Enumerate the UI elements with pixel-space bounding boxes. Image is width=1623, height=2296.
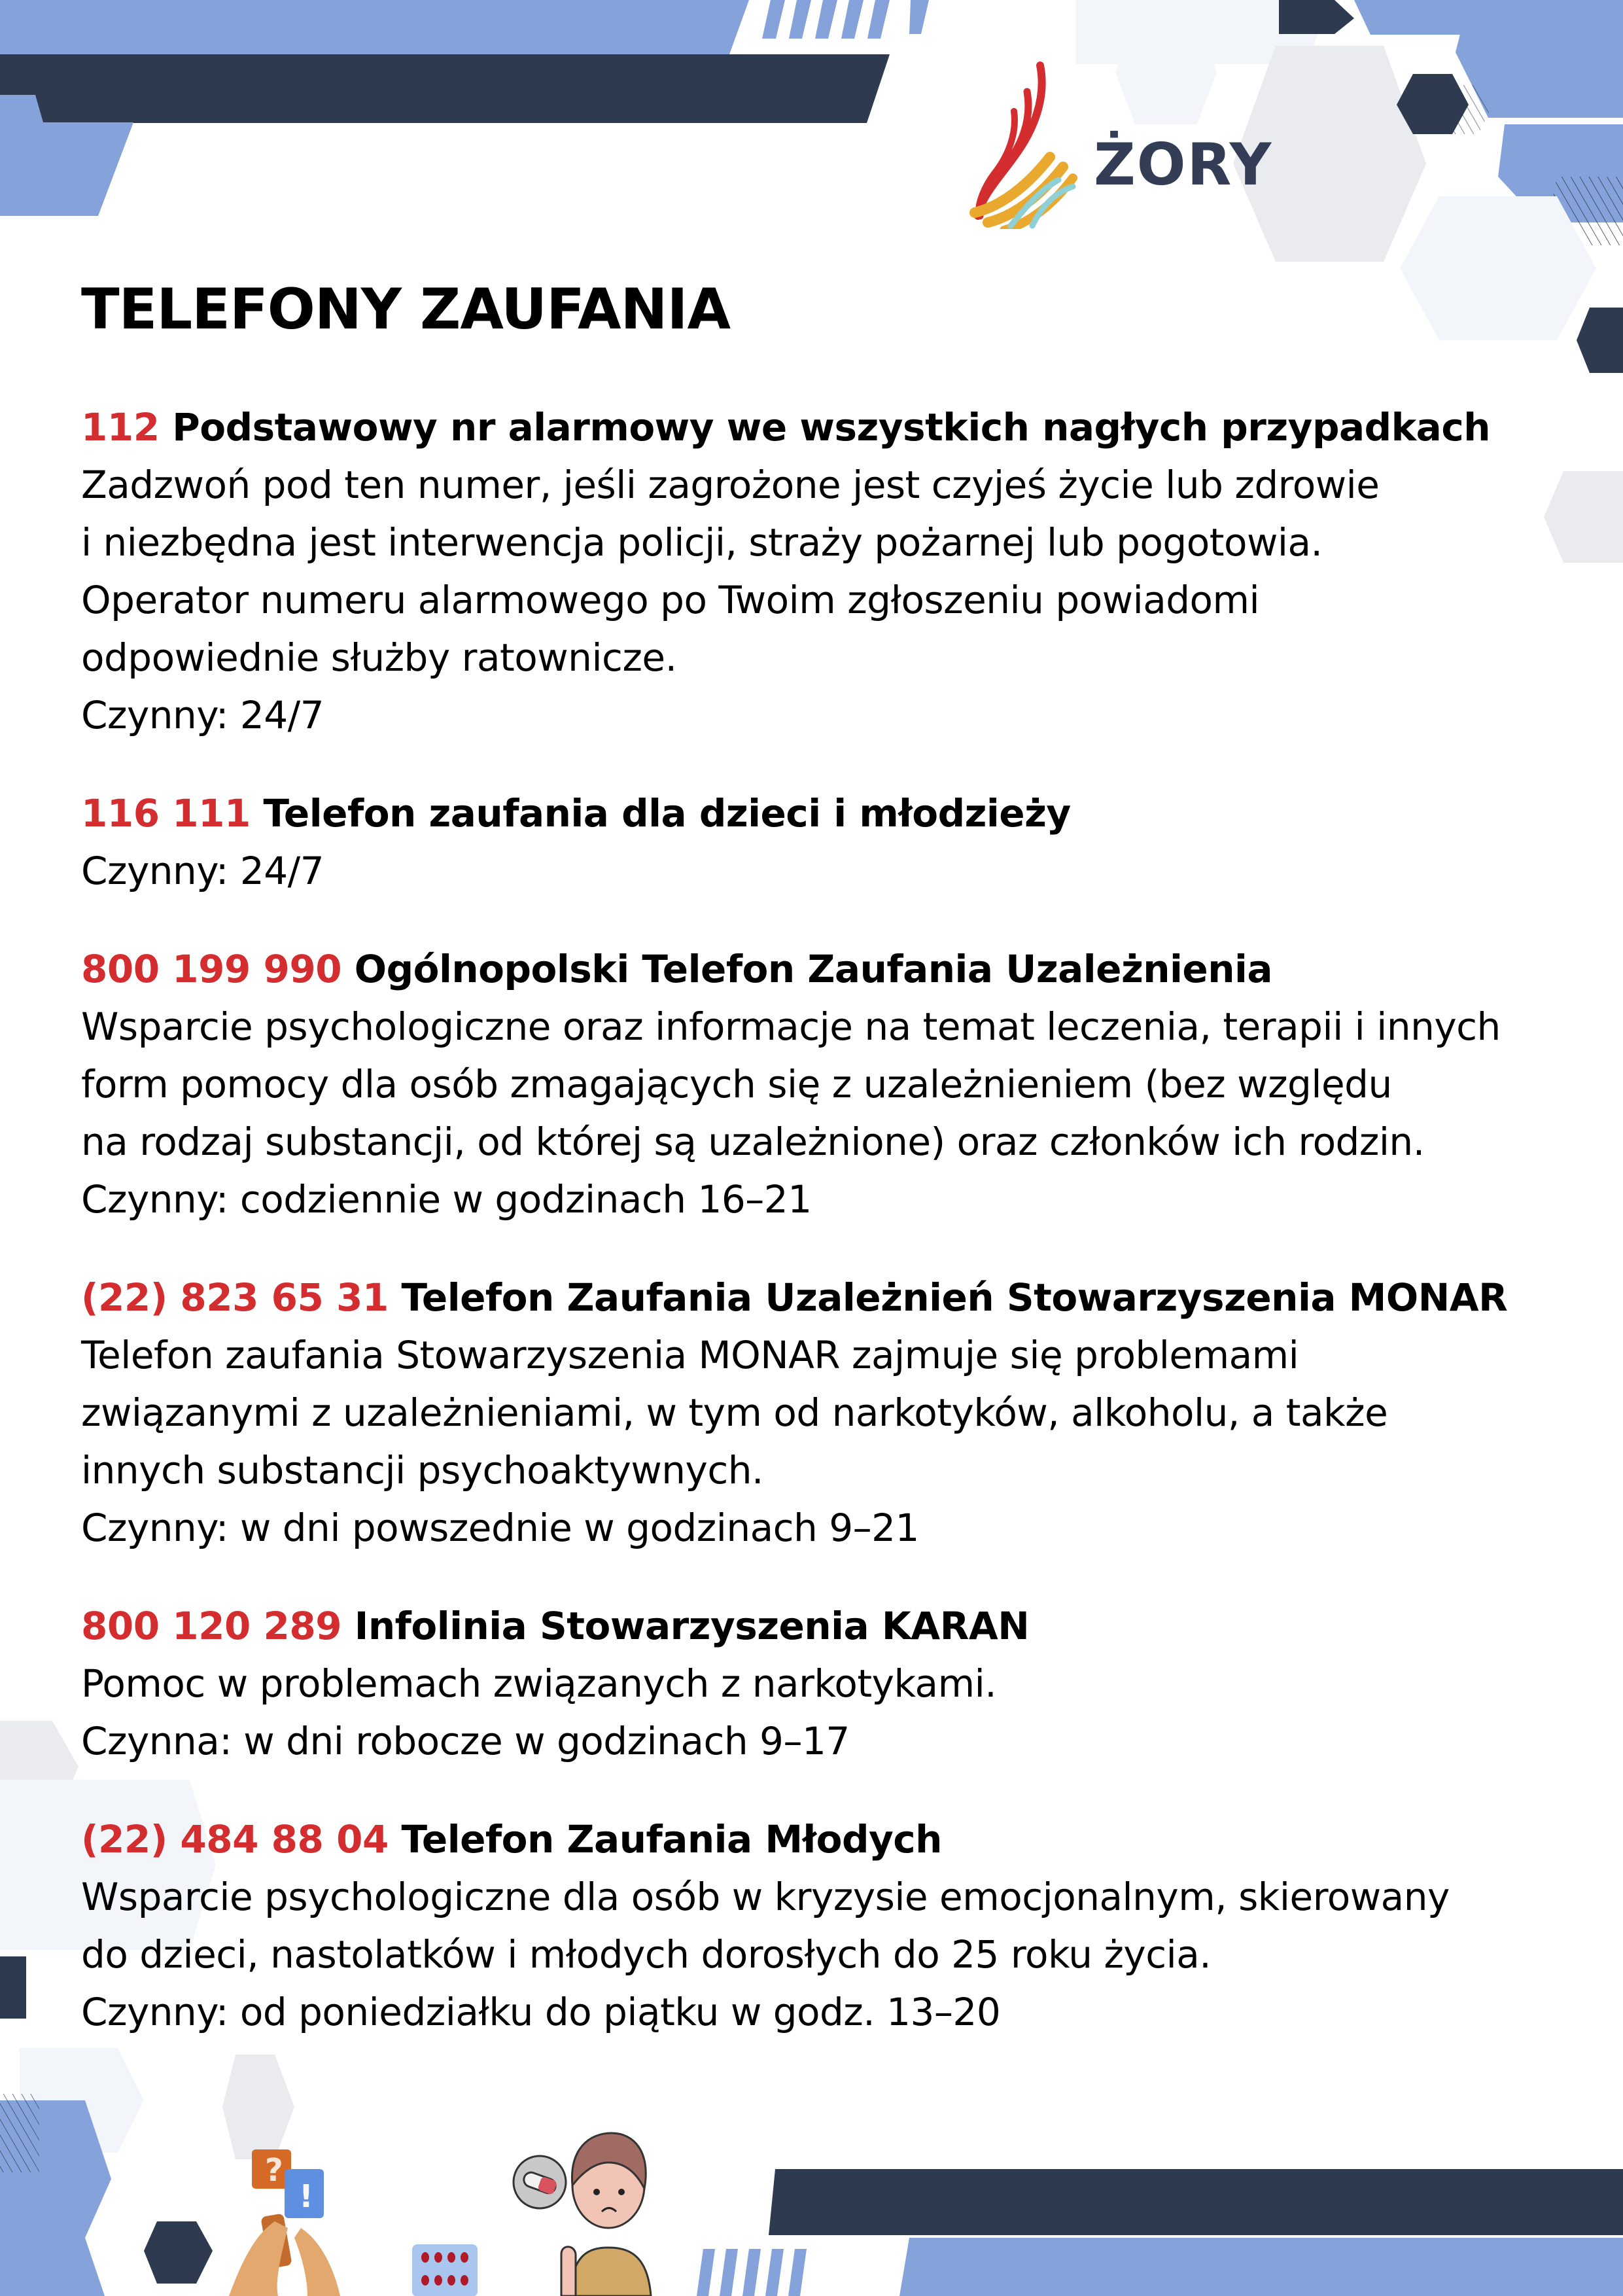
description-line: Zadzwoń pod ten numer, jeśli zagrożone jest czyjeś życie lub zdrowie bbox=[81, 463, 1380, 508]
top-band-navy bbox=[0, 54, 890, 123]
hours-line: Czynny: w dni powszednie w godzinach 9–21 bbox=[81, 1506, 919, 1551]
bottom-band-navy bbox=[769, 2169, 1623, 2235]
description-line: i niezbędna jest interwencja policji, straży pożarnej lub pogotowia. bbox=[81, 520, 1323, 565]
hotline-name: Ogólnopolski Telefon Zaufania Uzależnienia bbox=[354, 947, 1273, 992]
description-line: odpowiednie służby ratownicze. bbox=[81, 635, 677, 680]
hotline-heading bbox=[81, 1269, 1560, 1326]
hotline-entry bbox=[81, 1269, 1560, 1557]
hotline-heading bbox=[81, 1810, 1560, 1868]
description-line: do dzieci, nastolatków i młodych dorosłych do 25 roku życia. bbox=[81, 1932, 1212, 1977]
description-line: związanymi z uzależnieniami, w tym od narkotyków, alkoholu, a także bbox=[81, 1390, 1388, 1436]
description-line: Pomoc w problemach związanych z narkotykami. bbox=[81, 1661, 997, 1706]
description-line: innych substancji psychoaktywnych. bbox=[81, 1448, 763, 1493]
hotline-name: Infolinia Stowarzyszenia KARAN bbox=[354, 1604, 1030, 1649]
phone-number[interactable]: 800 199 990 bbox=[81, 947, 342, 992]
hotline-heading bbox=[81, 940, 1560, 998]
hours-line: Czynny: 24/7 bbox=[81, 693, 324, 738]
logo-text: ŻORY bbox=[1094, 131, 1273, 198]
description-line: form pomocy dla osób zmagających się z uzależnieniem (bez względu bbox=[81, 1062, 1392, 1107]
top-stripes bbox=[762, 0, 929, 39]
hotline-name: Podstawowy nr alarmowy we wszystkich nagłych przypadkach bbox=[172, 405, 1490, 450]
worried-person-icon bbox=[514, 2133, 651, 2296]
description-line: Operator numeru alarmowego po Twoim zgłoszeniu powiadomi bbox=[81, 578, 1260, 623]
phone-number[interactable]: (22) 823 65 31 bbox=[81, 1275, 389, 1320]
hotline-entry bbox=[81, 940, 1560, 1228]
bottom-stripes bbox=[697, 2249, 807, 2296]
hotline-heading bbox=[81, 1597, 1560, 1655]
hotline-entry bbox=[81, 785, 1560, 900]
hours-line: Czynny: od poniedziałku do piątku w godz. 13–20 bbox=[81, 1990, 1001, 2035]
hours-line: Czynna: w dni robocze w godzinach 9–17 bbox=[81, 1719, 850, 1764]
phone-number[interactable]: 112 bbox=[81, 405, 160, 450]
phone-number[interactable]: 116 111 bbox=[81, 791, 251, 836]
description-line: Telefon zaufania Stowarzyszenia MONAR zajmuje się problemami bbox=[81, 1333, 1299, 1378]
description-line: Wsparcie psychologiczne oraz informacje na temat leczenia, terapii i innych bbox=[81, 1004, 1501, 1050]
hotline-entry bbox=[81, 1810, 1560, 2041]
hotline-list bbox=[81, 398, 1560, 2041]
hotline-name: Telefon zaufania dla dzieci i młodzieży bbox=[263, 791, 1071, 836]
exclamation-mark-icon: ! bbox=[299, 2178, 313, 2215]
page-title: TELEFONY ZAUFANIA bbox=[81, 277, 731, 342]
hotline-name: Telefon Zaufania Uzależnień Stowarzyszenia MONAR bbox=[401, 1275, 1508, 1320]
phone-number[interactable]: (22) 484 88 04 bbox=[81, 1817, 389, 1862]
description-line: Wsparcie psychologiczne dla osób w kryzysie emocjonalnym, skierowany bbox=[81, 1875, 1450, 1920]
hotline-entry bbox=[81, 398, 1560, 744]
hotline-name: Telefon Zaufania Młodych bbox=[401, 1817, 942, 1862]
hands-pill-bottle-icon bbox=[229, 2149, 340, 2296]
phone-number[interactable]: 800 120 289 bbox=[81, 1604, 342, 1649]
bottom-illustrations bbox=[216, 2123, 687, 2296]
hotline-heading bbox=[81, 398, 1560, 456]
description-line: na rodzaj substancji, od której są uzależnione) oraz członków ich rodzin. bbox=[81, 1120, 1425, 1165]
hotline-entry bbox=[81, 1597, 1560, 1770]
top-band-light bbox=[0, 0, 749, 54]
main-content bbox=[81, 262, 1560, 2081]
question-mark-icon: ? bbox=[265, 2152, 283, 2189]
hours-line: Czynny: codziennie w godzinach 16–21 bbox=[81, 1177, 812, 1222]
bottom-band-light bbox=[899, 2238, 1623, 2296]
pill-blister-icon bbox=[412, 2244, 478, 2296]
hotline-heading bbox=[81, 785, 1560, 842]
hours-line: Czynny: 24/7 bbox=[81, 849, 324, 894]
